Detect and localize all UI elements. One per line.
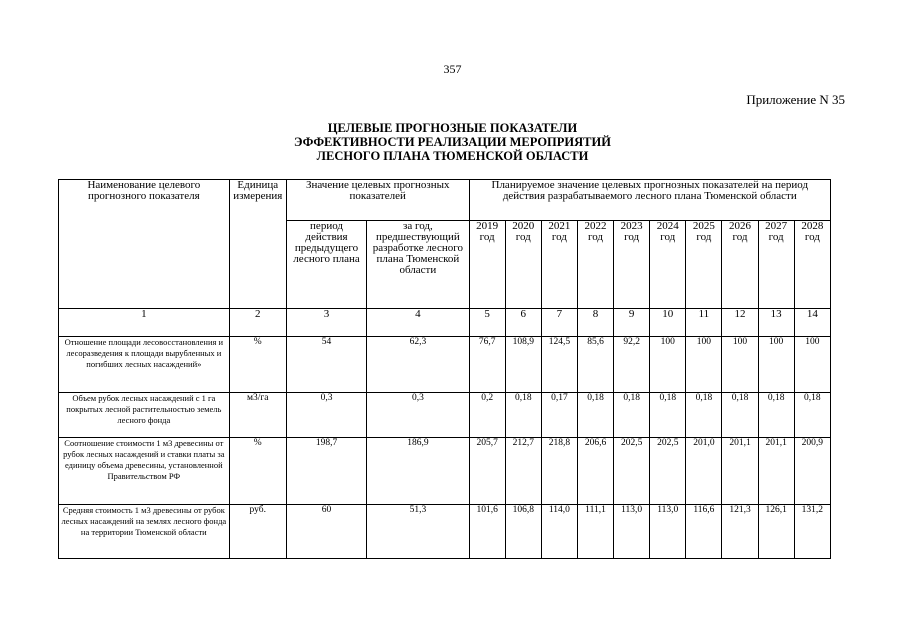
header-year: 2019 год [469,221,505,309]
value-year: 106,8 [505,505,541,559]
value-year: 100 [686,337,722,393]
column-number: 9 [614,309,650,337]
header-prev-period: период действия предыдущего лесного плана [286,221,366,309]
value-prev-period: 198,7 [286,438,366,505]
value-year: 92,2 [614,337,650,393]
header-year: 2023 год [614,221,650,309]
page-number: 357 [443,62,462,76]
value-year: 100 [650,337,686,393]
value-year: 114,0 [541,505,577,559]
title-line: ЛЕСНОГО ПЛАНА ТЮМЕНСКОЙ ОБЛАСТИ [316,149,589,163]
value-year: 131,2 [794,505,830,559]
value-year: 201,1 [722,438,758,505]
header-year: 2020 год [505,221,541,309]
value-year: 200,9 [794,438,830,505]
column-number: 8 [577,309,613,337]
column-number: 3 [286,309,366,337]
value-year: 201,1 [758,438,794,505]
value-year: 202,5 [650,438,686,505]
value-year: 218,8 [541,438,577,505]
value-year: 205,7 [469,438,505,505]
indicator-unit: % [229,438,286,505]
value-year: 212,7 [505,438,541,505]
indicator-unit: руб. [229,505,286,559]
column-number: 13 [758,309,794,337]
column-number: 7 [541,309,577,337]
document-title [0,121,905,163]
indicator-name: Объем рубок лесных насаждений с 1 га покрытых лесной растительностью земель лесного фонда [59,393,230,438]
header-prev-year: за год, предшествующий разработке лесного плана Тюменской области [367,221,469,309]
header-year: 2026 год [722,221,758,309]
header-year: 2028 год [794,221,830,309]
value-year: 76,7 [469,337,505,393]
value-year: 126,1 [758,505,794,559]
column-number: 11 [686,309,722,337]
value-prev-period: 54 [286,337,366,393]
table-row [59,393,831,438]
value-year: 121,3 [722,505,758,559]
value-year: 0,18 [794,393,830,438]
value-prev-year: 62,3 [367,337,469,393]
header-year: 2024 год [650,221,686,309]
header-planned: Планируемое значение целевых прогнозных показателей на период действия разрабатываемого лесного плана Тюменской области [469,180,830,221]
value-year: 0,18 [577,393,613,438]
value-year: 124,5 [541,337,577,393]
indicator-name: Средняя стоимость 1 м3 древесины от рубок лесных насаждений на землях лесного фонда на территории Тюменской области [59,505,230,559]
value-year: 100 [794,337,830,393]
table-row [59,337,831,393]
indicator-name: Отношение площади лесовосстановления и лесоразведения к площади вырубленных и погибших лесных насаждений» [59,337,230,393]
indicator-unit: м3/га [229,393,286,438]
value-year: 0,17 [541,393,577,438]
value-year: 108,9 [505,337,541,393]
value-year: 116,6 [686,505,722,559]
value-year: 111,1 [577,505,613,559]
value-year: 206,6 [577,438,613,505]
header-year: 2022 год [577,221,613,309]
column-number: 2 [229,309,286,337]
indicator-unit: % [229,337,286,393]
appendix-label: Приложение N 35 [746,92,845,107]
column-number: 12 [722,309,758,337]
value-year: 0,2 [469,393,505,438]
header-name: Наименование целевого прогнозного показателя [59,180,230,309]
value-year: 0,18 [758,393,794,438]
value-year: 202,5 [614,438,650,505]
table-row [59,438,831,505]
indicator-name: Соотношение стоимости 1 м3 древесины от рубок лесных насаждений и ставки платы за единицу объема древесины, установленной Правительством РФ [59,438,230,505]
column-number: 14 [794,309,830,337]
value-year: 0,18 [686,393,722,438]
table-row [59,505,831,559]
title-line: ЦЕЛЕВЫЕ ПРОГНОЗНЫЕ ПОКАЗАТЕЛИ [327,121,578,135]
header-year: 2027 год [758,221,794,309]
title-line: ЭФФЕКТИВНОСТИ РЕАЛИЗАЦИИ МЕРОПРИЯТИЙ [294,135,611,149]
column-number: 10 [650,309,686,337]
value-prev-period: 0,3 [286,393,366,438]
value-year: 201,0 [686,438,722,505]
column-number: 4 [367,309,469,337]
header-target: Значение целевых прогнозных показателей [286,180,469,221]
header-year: 2025 год [686,221,722,309]
indicators-table [58,179,831,559]
value-year: 85,6 [577,337,613,393]
value-prev-period: 60 [286,505,366,559]
value-year: 0,18 [505,393,541,438]
value-prev-year: 0,3 [367,393,469,438]
value-year: 0,18 [650,393,686,438]
value-prev-year: 51,3 [367,505,469,559]
value-year: 113,0 [650,505,686,559]
value-year: 100 [722,337,758,393]
value-year: 101,6 [469,505,505,559]
column-number: 6 [505,309,541,337]
value-prev-year: 186,9 [367,438,469,505]
column-number: 5 [469,309,505,337]
header-unit: Единица измерения [229,180,286,309]
value-year: 100 [758,337,794,393]
column-number: 1 [59,309,230,337]
value-year: 0,18 [614,393,650,438]
header-year: 2021 год [541,221,577,309]
value-year: 0,18 [722,393,758,438]
value-year: 113,0 [614,505,650,559]
